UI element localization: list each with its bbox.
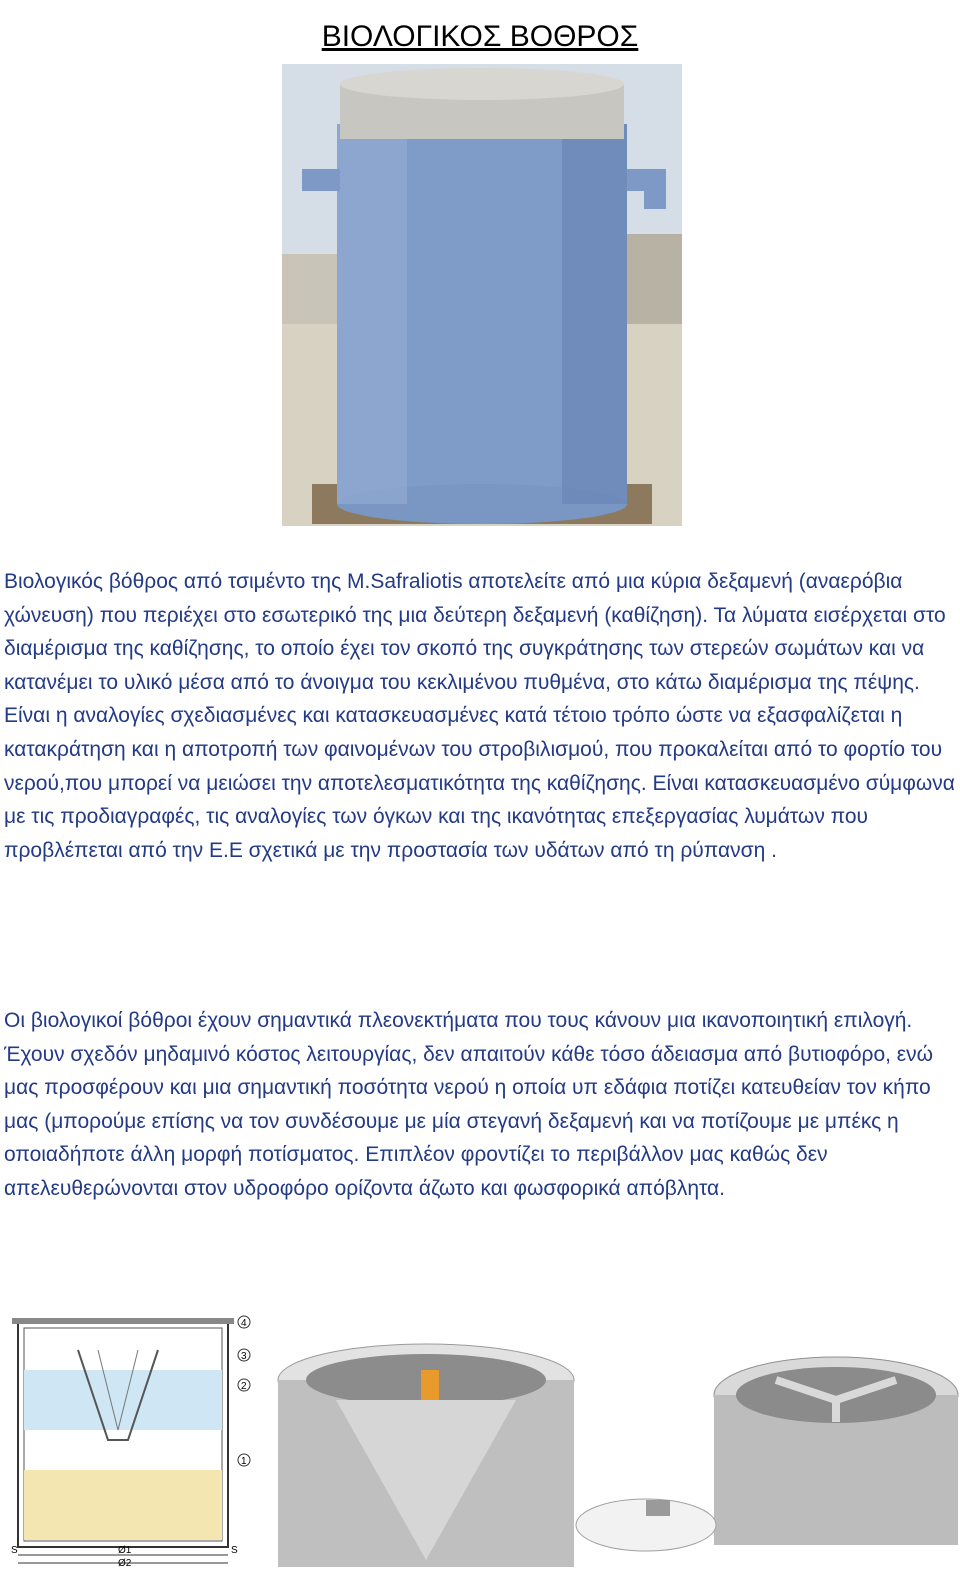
callout-4: 4 xyxy=(241,1318,247,1329)
dimension-o1: Ø1 xyxy=(118,1545,132,1556)
callout-1: 1 xyxy=(241,1456,247,1467)
callout-2: 2 xyxy=(241,1381,247,1392)
callout-3: 3 xyxy=(241,1351,247,1362)
page-title: ΒΙΟΛΟΓΙΚΟΣ ΒΟΘΡΟΣ xyxy=(321,20,639,54)
septic-tank-photo xyxy=(282,64,682,526)
tank-cross-section-diagram xyxy=(8,1310,258,1567)
dimension-s-left: S xyxy=(11,1545,18,1556)
tank-3d-renderings xyxy=(276,1340,960,1567)
advantages-paragraph: Οι βιολογικοί βόθροι έχουν σημαντικά πλεονεκτήματα που τους κάνουν μια ικανοποιητική επιλογή. Έχουν σχεδόν μηδαμινό κόστος λειτουργίας, δεν απαιτούν κάθε τόσο άδειασμα από βυτιοφόρο, ενώ μας προσφέρουν και μια σημαντική ποσότητα νερού η οποία υπ εδάφια ποτίζει κατευθείαν τον κήπο μας (μπορούμε επίσης να τον συνδέσουμε με μία στεγανή δεξαμενή και να ποτίζουμε με μπέκς η οποιαδήποτε άλλη μορφή ποτίσματος. Επιπλέον φροντίζει το περιβάλλον μας καθώς δεν απελευθερώνονται στον υδροφόρο ορίζοντα άζωτο και φωσφορικά απόβλητα. xyxy=(4,1009,934,1200)
dimension-o2: Ø2 xyxy=(118,1558,132,1567)
dimension-s-right: S xyxy=(231,1545,238,1556)
description-paragraph: Βιολογικός βόθρος από τσιμέντο της M.Safraliotis αποτελείτε από μια κύρια δεξαμενή (αναερόβια χώνευση) που περιέχει στο εσωτερικό της μια δεύτερη δεξαμενή (καθίζηση). Τα λύματα εισέρχεται στο διαμέρισμα της καθίζησης, το οποίο έχει τον σκοπό της συγκράτησης των στερεών σωμάτων και να κατανέμει το υλικό μέσα από το άνοιγμα του κεκλιμένου πυθμένα, στο κάτω διαμέρισμα της πέψης. Είναι η αναλογίες σχεδιασμένες και κατασκευασμένες κατά τέτοιο τρόπο ώστε να εξασφαλίζεται η κατακράτηση και η αποτροπή των φαινομένων του στροβιλισμού, που προκαλείται από το φορτίο του νερού,που μπορεί να μειώσει την αποτελεσματικότητα της καθίζησης. Είναι κατασκευασμένο σύμφωνα με τις προδιαγραφές, τις αναλογίες των όγκων και της ικανότητας επεξεργασίας λυμάτων που προβλέπεται από την Ε.Ε σχετικά με την προστασία των υδάτων από τη ρύπανση . xyxy=(4,570,955,862)
